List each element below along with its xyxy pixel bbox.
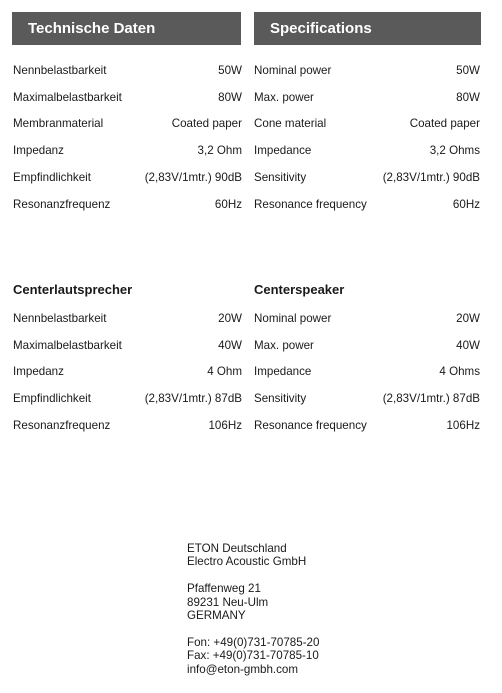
spec-label: Empfindlichkeit (13, 171, 91, 185)
en-center-title: Centerspeaker (254, 282, 345, 297)
spec-value: 40W (218, 338, 242, 352)
spec-row (13, 164, 242, 191)
spec-row (254, 385, 480, 412)
spec-label: Membranmaterial (13, 117, 104, 131)
de-center-specs-table (13, 305, 242, 439)
spec-row (13, 305, 242, 332)
spec-value: 40W (456, 338, 480, 352)
spec-label: Impedance (254, 365, 312, 379)
spec-label: Nominal power (254, 311, 332, 325)
email: info@eton-gmbh.com (187, 662, 299, 676)
spec-label: Nennbelastbarkeit (13, 311, 107, 325)
spec-row (13, 359, 242, 386)
spec-row (254, 191, 480, 218)
company-name: ETON Deutschland (187, 542, 287, 555)
spec-label: Resonanzfrequenz (13, 419, 111, 433)
de-specs-table (13, 57, 242, 218)
spec-label: Empfindlichkeit (13, 392, 91, 406)
spec-label: Impedanz (13, 144, 64, 158)
spec-label: Maximalbelastbarkeit (13, 90, 122, 104)
spec-row (13, 385, 242, 412)
spec-label: Resonanzfrequenz (13, 197, 111, 211)
spec-row (254, 84, 480, 111)
spec-label: Impedanz (13, 365, 64, 379)
spec-value: 4 Ohm (207, 365, 242, 379)
contact-block (187, 542, 319, 676)
spec-label: Resonance frequency (254, 197, 367, 211)
de-header (12, 12, 241, 45)
spec-row (254, 164, 480, 191)
spec-value: 50W (218, 63, 242, 77)
spec-value: 50W (456, 63, 480, 77)
spec-label: Max. power (254, 90, 314, 104)
de-title: Technische Daten (28, 20, 156, 37)
spec-value: 20W (456, 311, 480, 325)
city: 89231 Neu-Ulm (187, 595, 269, 609)
phone: Fon: +49(0)731-70785-20 (187, 635, 320, 649)
spec-label: Cone material (254, 117, 327, 131)
spec-value: 60Hz (214, 197, 242, 211)
spec-value: 3,2 Ohm (197, 144, 242, 158)
spec-row (13, 137, 242, 164)
spec-row (254, 412, 480, 439)
spec-value: 4 Ohms (439, 365, 480, 379)
spec-label: Nominal power (254, 63, 332, 77)
spec-value: Coated paper (409, 117, 480, 131)
spec-label: Sensitivity (254, 171, 307, 185)
spec-label: Impedance (254, 144, 312, 158)
en-header (254, 12, 481, 45)
spec-label: Nennbelastbarkeit (13, 63, 107, 77)
spec-label: Max. power (254, 338, 314, 352)
street: Pfaffenweg 21 (187, 582, 261, 596)
spec-value: 106Hz (208, 419, 242, 433)
en-specs-table (254, 57, 480, 218)
spec-value: Coated paper (171, 117, 242, 131)
spec-value: 20W (218, 311, 242, 325)
spec-row (13, 57, 242, 84)
spec-row (254, 332, 480, 359)
company-subname: Electro Acoustic GmbH (187, 555, 307, 569)
spec-row (254, 57, 480, 84)
spec-value: (2,83V/1mtr.) 87dB (382, 392, 480, 406)
en-title: Specifications (270, 20, 372, 37)
spec-row (13, 111, 242, 138)
spec-label: Resonance frequency (254, 419, 367, 433)
fax: Fax: +49(0)731-70785-10 (187, 649, 319, 663)
spec-value: 3,2 Ohms (429, 144, 480, 158)
spec-row (13, 412, 242, 439)
en-center-specs-table (254, 305, 480, 439)
spec-value: 80W (456, 90, 480, 104)
de-center-title: Centerlautsprecher (13, 282, 133, 297)
spec-value: (2,83V/1mtr.) 90dB (144, 171, 242, 185)
spec-row (254, 111, 480, 138)
spec-row (13, 191, 242, 218)
spec-row (254, 359, 480, 386)
spec-row (254, 305, 480, 332)
spec-value: 106Hz (446, 419, 480, 433)
spec-label: Maximalbelastbarkeit (13, 338, 122, 352)
spec-row (13, 332, 242, 359)
spec-row (254, 137, 480, 164)
country: GERMANY (187, 609, 246, 623)
spec-row (13, 84, 242, 111)
spec-value: (2,83V/1mtr.) 90dB (382, 171, 480, 185)
spec-value: 80W (218, 90, 242, 104)
spec-label: Sensitivity (254, 392, 307, 406)
spec-value: (2,83V/1mtr.) 87dB (144, 392, 242, 406)
spec-value: 60Hz (452, 197, 480, 211)
